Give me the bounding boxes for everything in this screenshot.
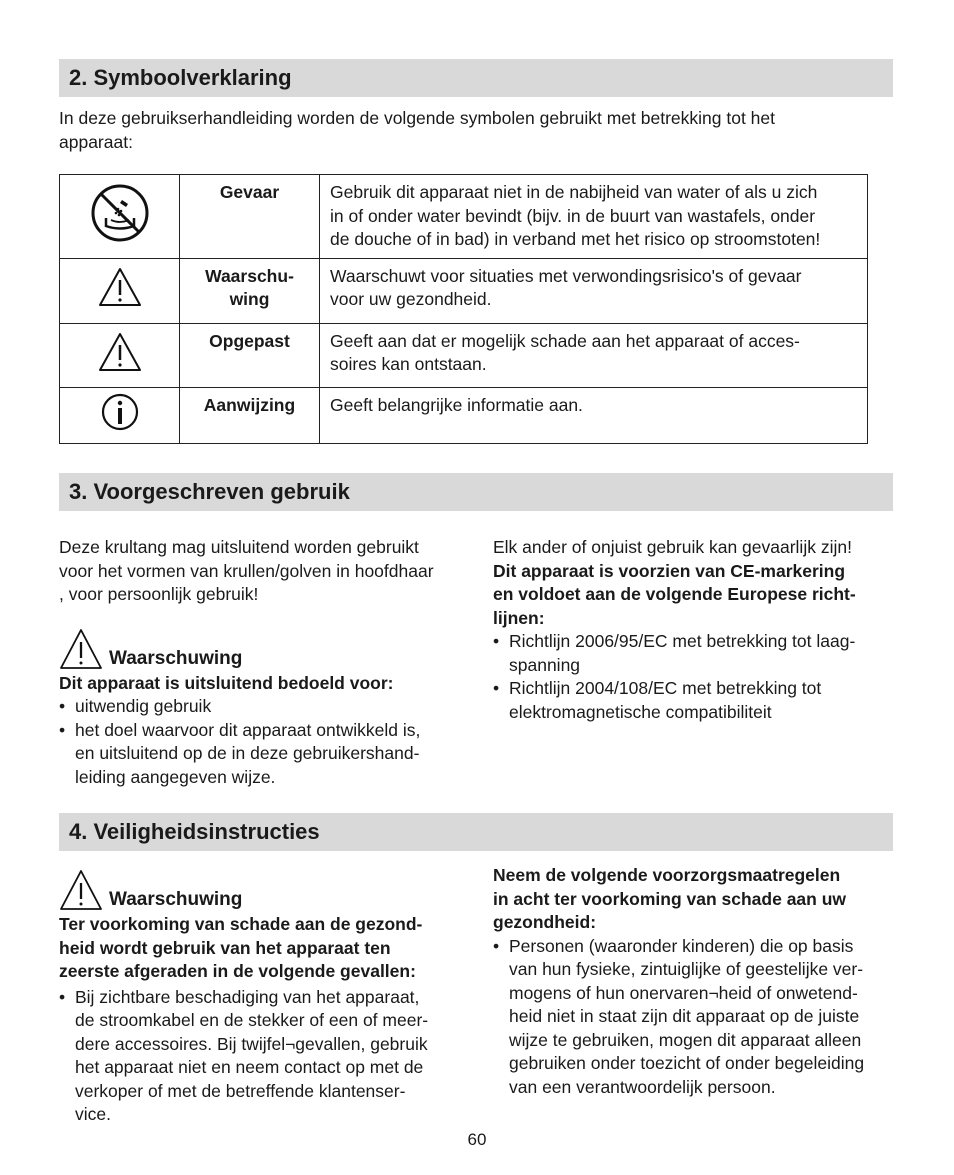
list-item-text: heid niet in staat zijn dit apparaat op de juiste — [509, 1006, 860, 1026]
list-item-text: dere accessoires. Bij twijfel¬gevallen, gebruik — [75, 1033, 428, 1054]
warning-title: Waarschuwing — [109, 647, 243, 669]
safety-bold-text: heid wordt gebruik van het apparaat ten — [59, 937, 391, 958]
usage-text: Elk ander of onjuist gebruik kan gevaarlijk zijn! — [493, 537, 852, 557]
desc-line: Waarschuwt voor situaties met verwondingsrisico's of gevaar — [330, 265, 802, 286]
intro-line: apparaat: — [59, 131, 133, 152]
list-item — [493, 935, 898, 1100]
usage-list — [59, 695, 469, 789]
desc-line: in of onder water bevindt (bijv. in de buurt van wastafels, onder — [330, 205, 816, 226]
warning-heading — [59, 869, 469, 911]
warning-triangle-icon — [98, 332, 142, 372]
symbols-table — [59, 174, 868, 444]
list-item-text: gebruiken onder toezicht of onder begeleiding — [509, 1053, 865, 1073]
list-item-text: mogens of hun onervaren¬heid of onwetend- — [509, 982, 858, 1003]
list-item — [493, 677, 893, 724]
safety-right-column — [493, 864, 898, 1099]
table-row — [60, 387, 868, 443]
desc-cell — [320, 175, 868, 259]
usage-text: voor het vormen van krullen/golven in hoofdhaar — [59, 560, 434, 581]
table-row — [60, 323, 868, 387]
list-item — [493, 630, 893, 677]
icon-cell — [60, 323, 180, 387]
list-item-text: spanning — [509, 654, 581, 675]
section-header-safety — [59, 813, 893, 851]
list-item-text: leiding aangegeven wijze. — [75, 766, 276, 787]
list-item-text: • Richtlijn 2006/95/EC met betrekking tot laag- — [509, 631, 856, 651]
list-item-text: • Bij zichtbare beschadiging van het apparaat, — [75, 986, 420, 1007]
warning-triangle-icon — [98, 267, 142, 307]
safety-bold-text: Ter voorkoming van schade aan de gezond- — [59, 914, 423, 934]
desc-line: Geeft belangrijke informatie aan. — [330, 394, 583, 415]
warning-title: Waarschuwing — [109, 889, 243, 910]
list-item-text: van hun fysieke, zintuiglijke of geestelijke ver- — [509, 959, 864, 979]
desc-cell — [320, 323, 868, 387]
section-title: 4. Veiligheidsinstructies — [69, 819, 320, 844]
table-row — [60, 175, 868, 259]
warning-triangle-icon — [59, 628, 103, 670]
safety-bold-text: in acht ter voorkoming van schade aan uw — [493, 888, 847, 909]
desc-cell — [320, 387, 868, 443]
icon-cell — [60, 175, 180, 259]
term-cell — [180, 323, 320, 387]
section-title: 2. Symboolverklaring — [69, 65, 292, 90]
desc-line: Geeft aan dat er mogelijk schade aan het apparaat of acces- — [330, 330, 800, 351]
intro-line: In deze gebruikserhandleiding worden de volgende symbolen gebruikt met betrekking tot het — [59, 108, 776, 128]
section-title: 3. Voorgeschreven gebruik — [69, 479, 350, 504]
intro-text — [59, 107, 893, 154]
usage-text: Deze krultang mag uitsluitend worden gebruikt — [59, 537, 419, 557]
table-row — [60, 258, 868, 323]
list-item — [59, 986, 469, 1127]
list-item — [59, 719, 469, 790]
info-icon — [100, 392, 140, 432]
list-item-text: en uitsluitend op de in deze gebruikershand- — [75, 743, 420, 763]
usage-bold-text: Dit apparaat is voorzien van CE-markering — [493, 560, 846, 581]
no-water-icon — [89, 182, 151, 244]
safety-list — [59, 986, 469, 1127]
term-cell — [180, 258, 320, 323]
section-header-usage — [59, 473, 893, 511]
list-item-text: het apparaat niet en neem contact op met de — [75, 1057, 424, 1077]
term-label: Opgepast — [209, 330, 290, 351]
list-item-text: • Personen (waaronder kinderen) die op basis — [509, 935, 854, 956]
usage-text: , voor persoonlijk gebruik! — [59, 584, 259, 604]
list-item-text: • Richtlijn 2004/108/EC met betrekking tot — [509, 678, 822, 698]
list-item — [59, 695, 469, 719]
usage-bold-text: en voldoet aan de volgende Europese richt- — [493, 584, 856, 604]
section-header-symbols — [59, 59, 893, 97]
desc-line: soires kan ontstaan. — [330, 354, 487, 374]
warning-triangle-icon — [59, 869, 103, 911]
safety-bold-text: zeerste afgeraden in de volgende gevallen: — [59, 961, 416, 981]
usage-left-column — [59, 536, 469, 789]
list-item-text: • het doel waarvoor dit apparaat ontwikkeld is, — [75, 719, 421, 740]
list-item-text: van een verantwoordelijk persoon. — [509, 1076, 776, 1097]
term-cell — [180, 175, 320, 259]
page-number: 60 — [467, 1130, 487, 1149]
desc-line: de douche of in bad) in verband met het risico op stroomstoten! — [330, 229, 821, 249]
safety-left-column — [59, 869, 469, 1127]
safety-bold-text: gezondheid: — [493, 912, 597, 932]
list-item-text: wijze te gebruiken, mogen dit apparaat alleen — [509, 1029, 862, 1050]
list-item-text: elektromagnetische compatibiliteit — [509, 701, 772, 722]
term-label: wing — [229, 289, 270, 309]
precautions-list — [493, 935, 898, 1100]
term-label: Waarschu- — [205, 265, 294, 286]
desc-line: Gebruik dit apparaat niet in de nabijheid van water of als u zich — [330, 182, 818, 202]
icon-cell — [60, 387, 180, 443]
term-label: Aanwijzing — [203, 394, 296, 415]
desc-cell — [320, 258, 868, 323]
list-item-text: de stroomkabel en de stekker of een of meer- — [75, 1010, 429, 1030]
desc-line: voor uw gezondheid. — [330, 289, 492, 309]
list-item-text: uitwendig gebruik — [75, 696, 212, 716]
list-item-text: verkoper of met de betreffende klantenser- — [75, 1080, 406, 1101]
list-item-text: vice. — [75, 1104, 111, 1124]
term-label: Gevaar — [219, 182, 280, 202]
term-cell — [180, 387, 320, 443]
usage-bold-text: lijnen: — [493, 607, 545, 628]
usage-right-column — [493, 536, 893, 724]
icon-cell — [60, 258, 180, 323]
usage-bold-text: Dit apparaat is uitsluitend bedoeld voor: — [59, 672, 394, 693]
safety-bold-text: Neem de volgende voorzorgsmaatregelen — [493, 865, 841, 885]
directive-list — [493, 630, 893, 724]
warning-heading — [59, 628, 469, 670]
